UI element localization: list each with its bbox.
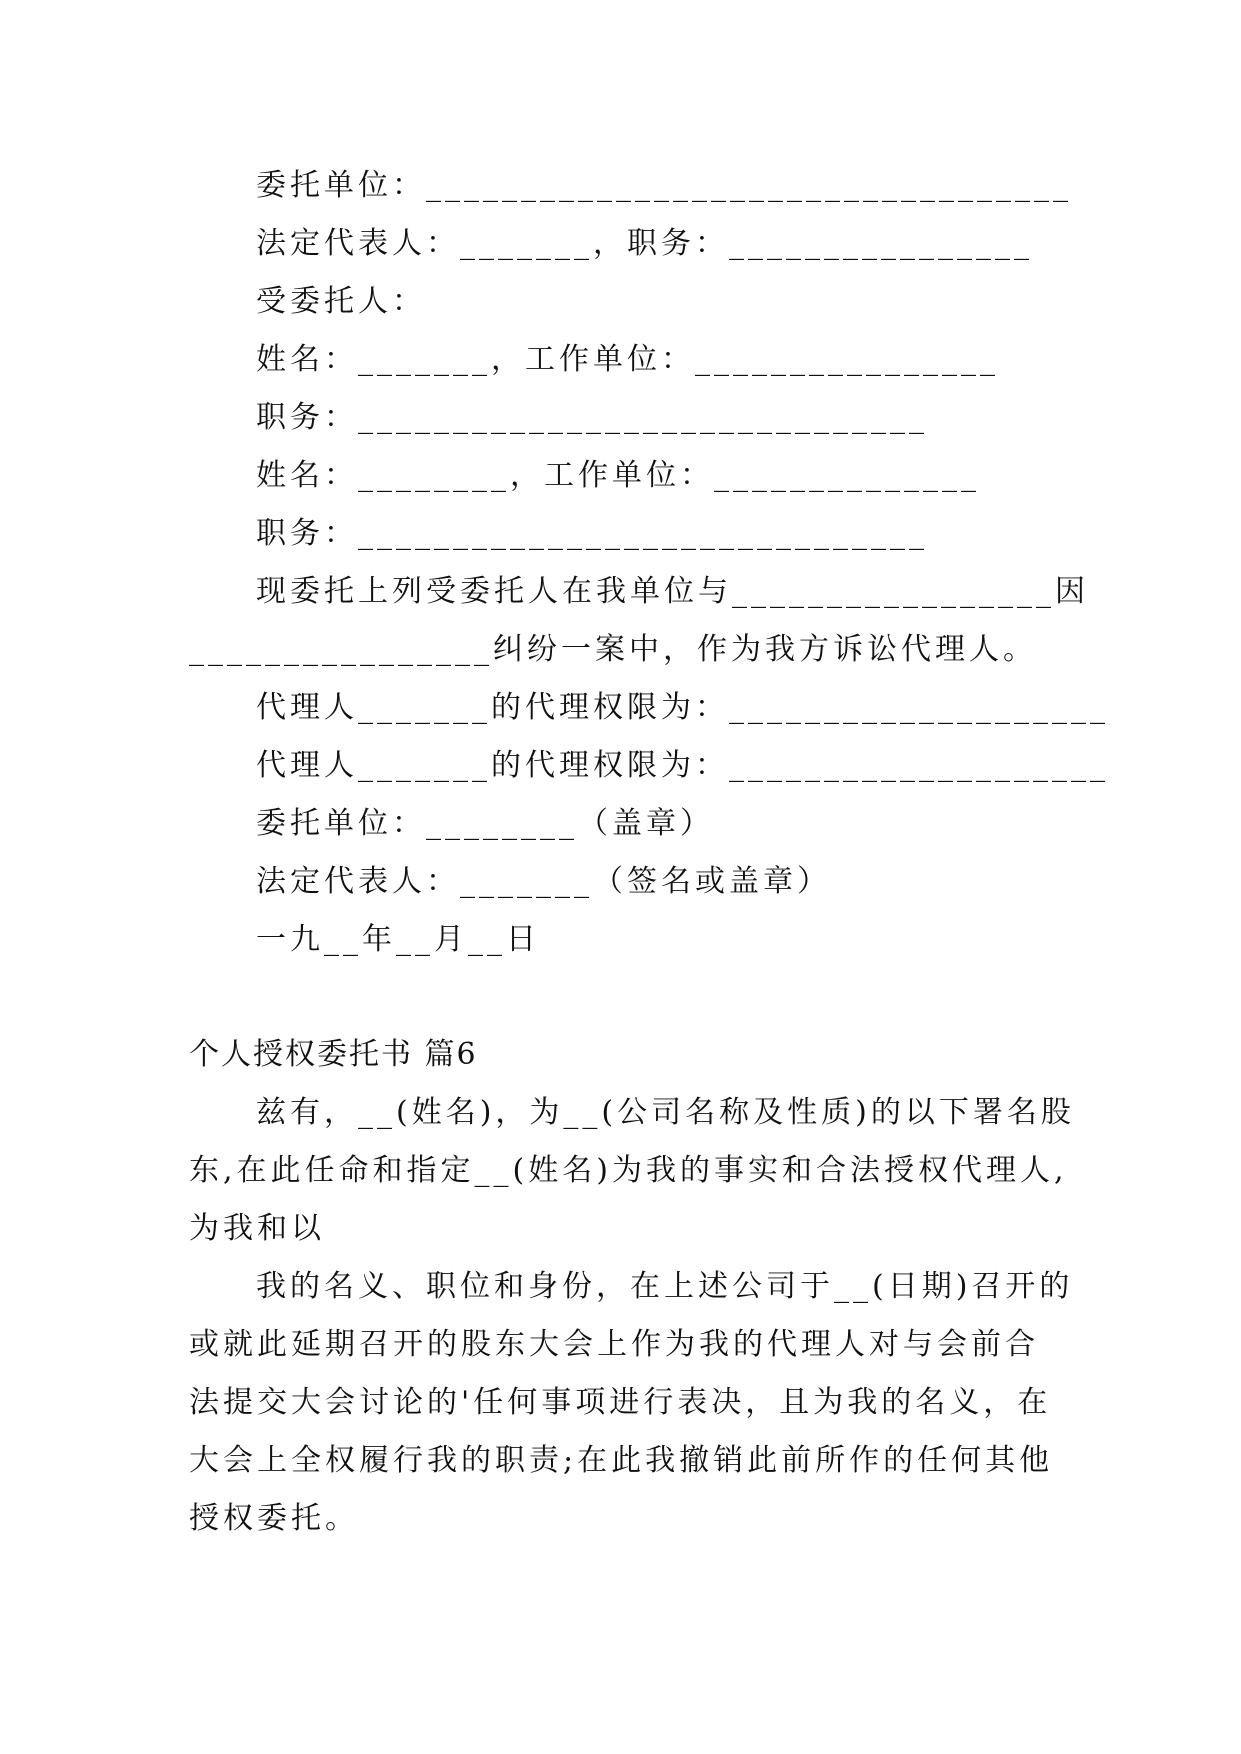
authorization-paragraph-2-line-4: 大会上全权履行我的职责;在此我撤销此前所作的任何其他	[189, 1443, 1054, 1478]
authorization-paragraph-1-line-2: 东,在此任命和指定__(姓名)为我的事实和合法授权代理人,	[189, 1153, 1068, 1188]
authorization-paragraph-2-line-3: 法提交大会讨论的'任何事项进行表决，且为我的名义，在	[189, 1385, 1052, 1420]
agent-2-authority-line: 代理人_______的代理权限为：____________________	[256, 748, 1109, 783]
authorization-paragraph-2-line-1: 我的名义、职位和身份，在上述公司于__(日期)召开的	[256, 1269, 1074, 1304]
legal-representative-line: 法定代表人：_______，职务：________________	[256, 226, 1033, 261]
legal-representative-signature-line: 法定代表人：_______（签名或盖章）	[256, 864, 831, 899]
trustee-1-name-line: 姓名：_______，工作单位：________________	[256, 342, 999, 377]
entrusting-unit-seal-line: 委托单位：________（盖章）	[256, 806, 714, 841]
authorization-paragraph-2-line-5: 授权委托。	[189, 1501, 359, 1536]
authorization-paragraph-1-line-3: 为我和以	[189, 1211, 325, 1246]
trustee-2-name-line: 姓名：________，工作单位：______________	[256, 458, 980, 493]
date-line: 一九__年__月__日	[256, 922, 540, 957]
authorization-paragraph-2-line-2: 或就此延期召开的股东大会上作为我的代理人对与会前合	[189, 1327, 1039, 1362]
section-heading: 个人授权委托书 篇6	[189, 1037, 478, 1072]
entrustment-paragraph-line-1: 现委托上列受委托人在我单位与_________________因	[256, 574, 1089, 609]
trustee-label-line: 受委托人：	[256, 284, 426, 319]
trustee-1-position-line: 职务：______________________________	[256, 400, 928, 435]
authorization-paragraph-1-line-1: 兹有，__(姓名)，为__(公司名称及性质)的以下署名股	[256, 1095, 1075, 1130]
entrusting-unit-line: 委托单位：__________________________________	[256, 168, 1072, 203]
trustee-2-position-line: 职务：______________________________	[256, 516, 928, 551]
agent-1-authority-line: 代理人_______的代理权限为：____________________	[256, 690, 1109, 725]
entrustment-paragraph-line-2: ________________纠纷一案中，作为我方诉讼代理人。	[189, 632, 1037, 667]
